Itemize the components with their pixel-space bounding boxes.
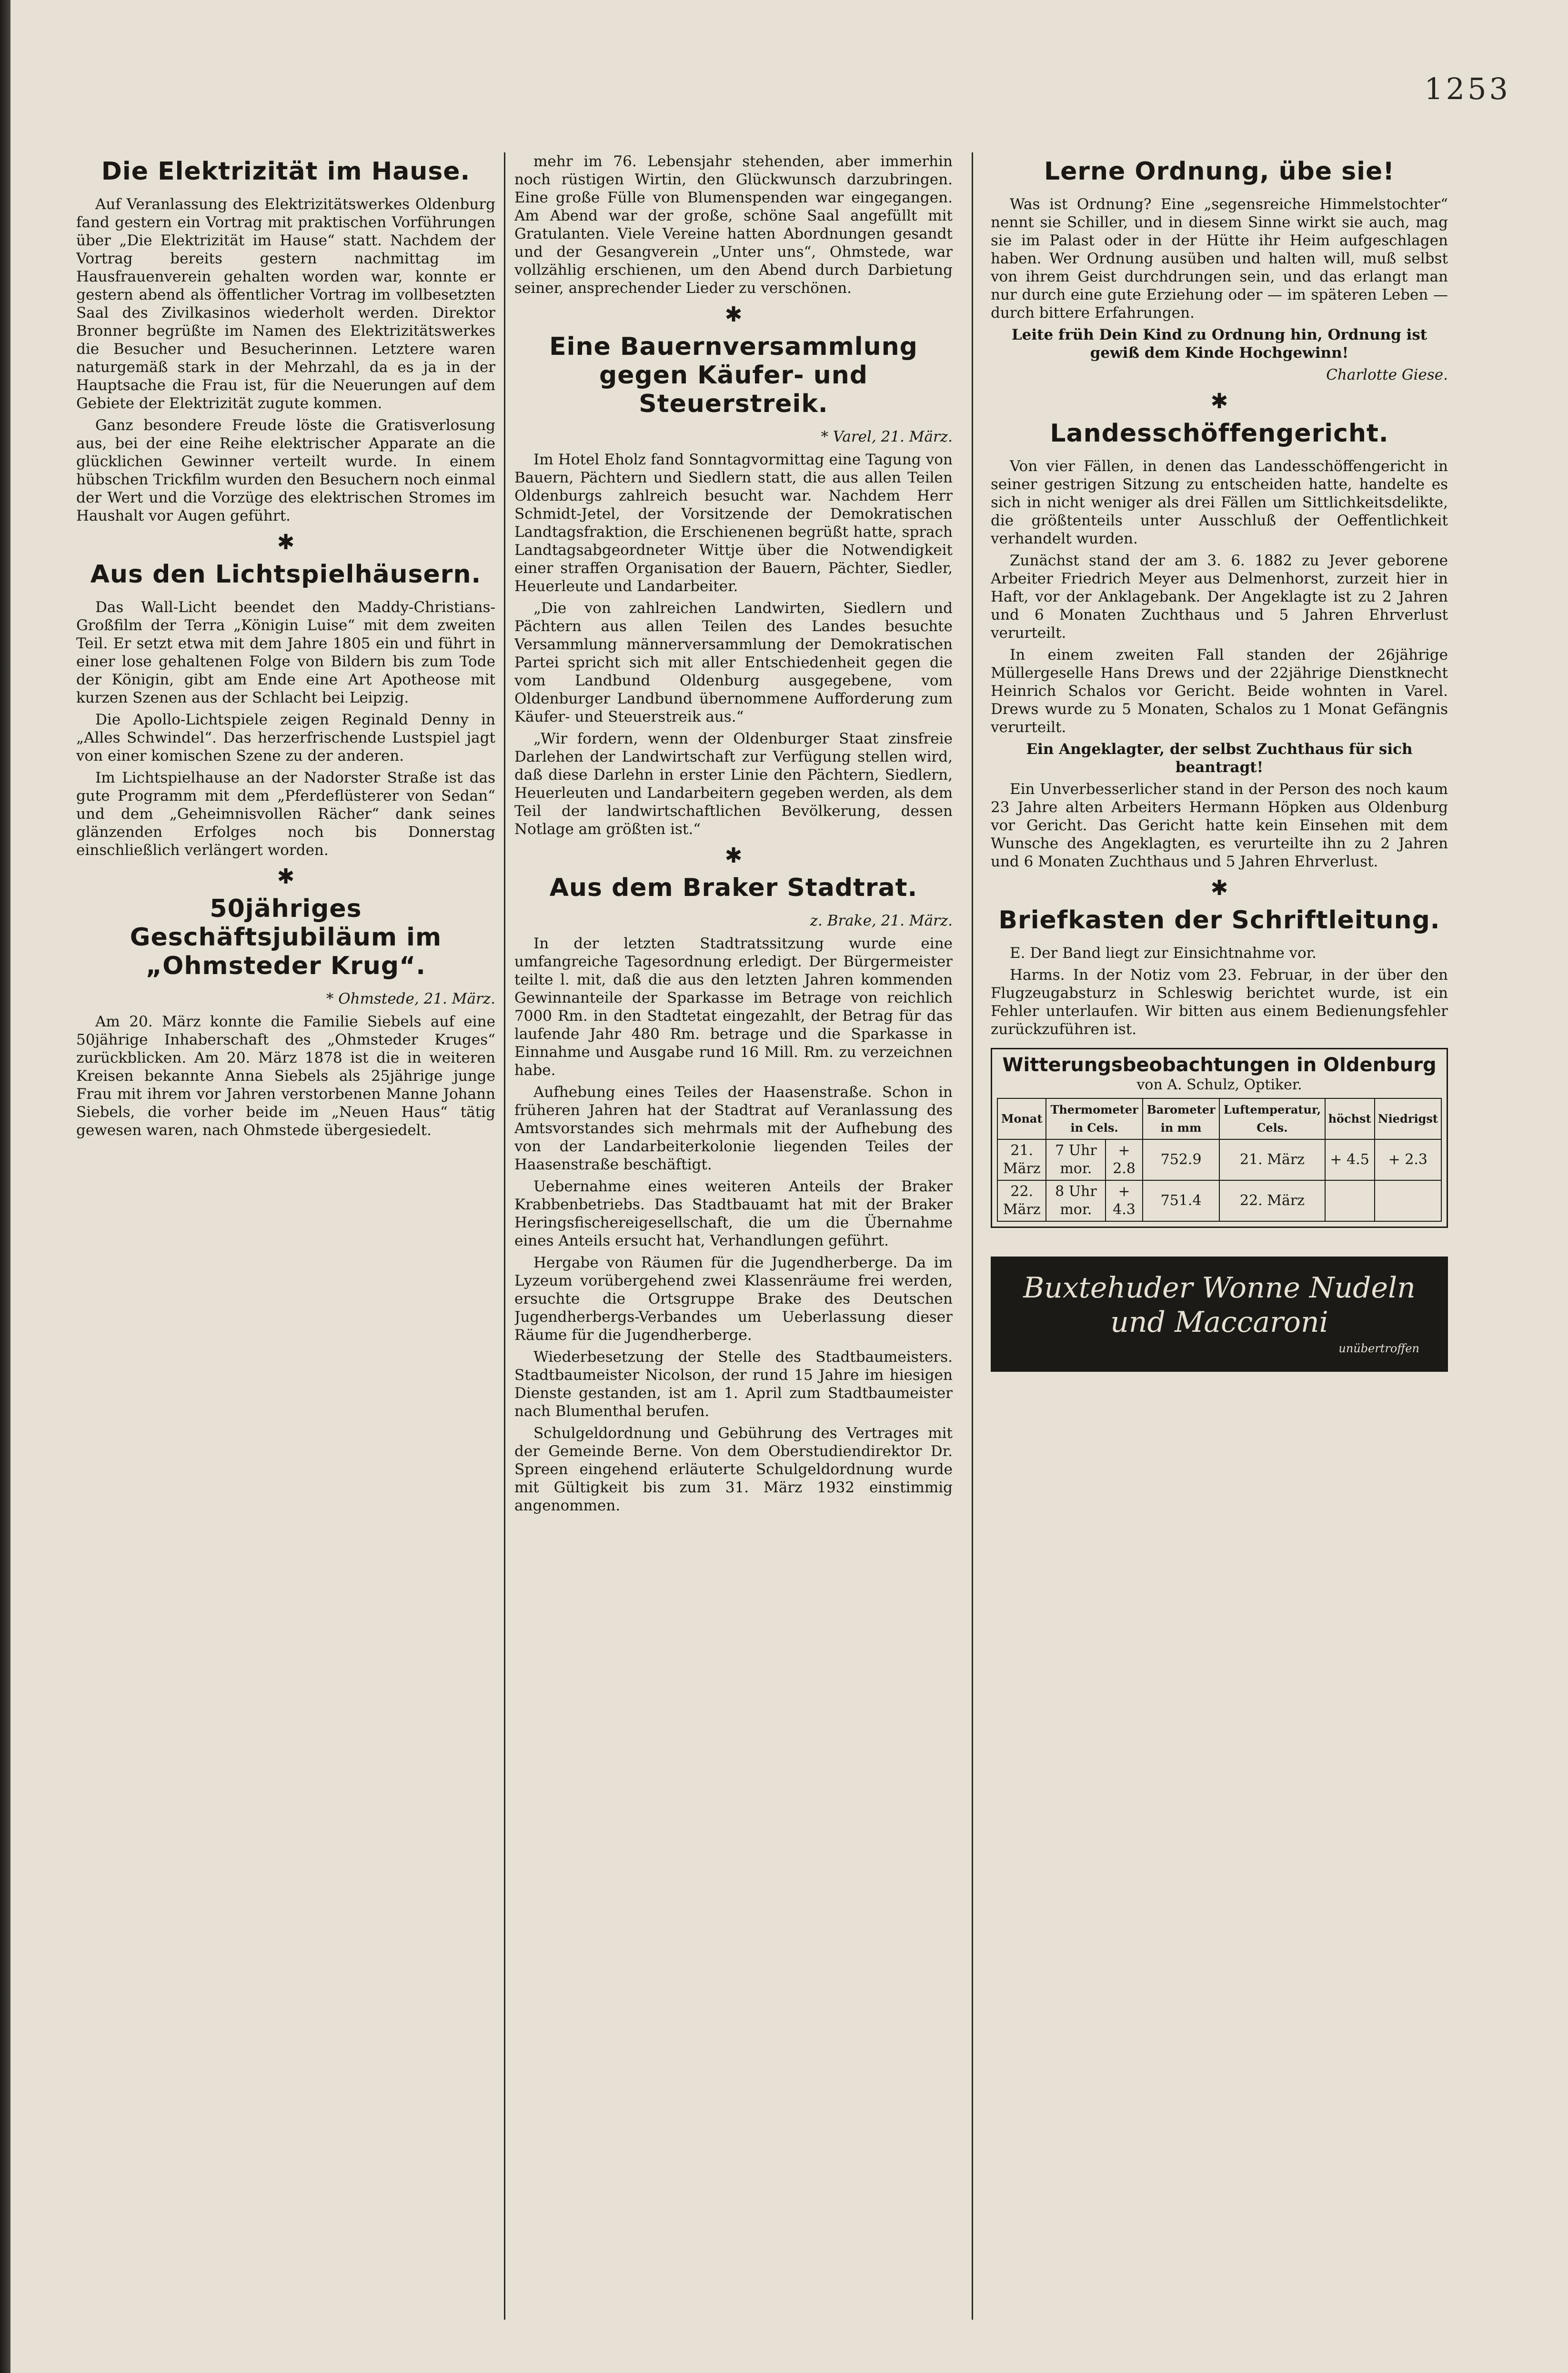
table-header: Monat [997, 1098, 1046, 1139]
article-paragraph: Das Wall-Licht beendet den Maddy-Christians-Großfilm der Terra „Königin Luise“ mit dem zweiten Teil. Er setzt etwa mit dem Jahre 1805 ein und führt in einer lose gehaltenen Folge von Bildern bis zum Tode der Königin, gibt am Ende eine Art Apotheose mit kurzen Szenen aus der Schlacht bei Leipzig. [76, 599, 495, 706]
article-paragraph: „Wir fordern, wenn der Oldenburger Staat zinsfreie Darlehen der Landwirtschaft zur Verfügung stellen wird, daß diese Darlehn in erster Linie den Pächtern, Siedlern, Heuerleuten und Landarbeitern gegeben werden, als dem Teil der landwirtschaftlichen Bevölkerung, dessen Notlage am größten ist.“ [514, 730, 953, 838]
article-paragraph: „Die von zahlreichen Landwirten, Siedlern und Pächtern aus allen Teilen des Landes besuchte Versammlung männerversammlung der Demokratischen Partei spricht sich mit aller Entschiedenheit gegen die vom Landbund Oldenburg ausgegebene, vom Oldenburger Landbund übernommene Aufforderung zum Käufer- und Steuerstreik aus.“ [514, 600, 953, 725]
article-title: 50jähriges Geschäftsjubiläum im „Ohmsteder Krug“. [130, 895, 442, 980]
article-paragraph: Die Apollo-Lichtspiele zeigen Reginald Denny in „Alles Schwindel“. Das herzerfrischende Lustspiel jagt von einer komischen Szene zu der anderen. [76, 711, 495, 764]
column-rule [972, 152, 973, 2320]
column-rule [504, 152, 505, 2320]
scan-edge [0, 0, 10, 2373]
table-header: Thermometer in Cels. [1046, 1098, 1142, 1139]
table-header: Barometer in mm [1143, 1098, 1220, 1139]
table-cell: 8 Uhr mor. [1046, 1180, 1106, 1221]
subheading: Ein Angeklagter, der selbst Zuchthaus für sich beantragt! [1026, 741, 1413, 776]
table-cell: + 2.3 [1375, 1139, 1441, 1180]
article-title: Eine Bauernversammlung gegen Käufer- und Steuerstreik. [549, 332, 918, 418]
article-paragraph: Ein Unverbesserlicher stand in der Person des noch kaum 23 Jahre alten Arbeiters Hermann Höpken aus Oldenburg vor Gericht. Das Gericht hatte kein Einsehen mit dem Wunsche des Angeklagten, es verurteilte ihn zu 2 Jahren und 6 Monaten Zuchthaus und 5 Jahren Ehrverlust. [991, 781, 1448, 870]
article-paragraph: In einem zweiten Fall standen der 26jährige Müllergeselle Hans Drews und der 22jährige Dienstknecht Heinrich Schalos vor Gericht. Beide wohnten in Varel. Drews wurde zu 5 Monaten, Schalos zu 1 Monat Gefängnis verurteilt. [991, 646, 1448, 736]
weather-table-box [991, 1048, 1448, 1228]
table-cell [1325, 1180, 1375, 1221]
table-cell: 22. März [997, 1180, 1046, 1221]
advertisement-box [991, 1257, 1448, 1372]
table-cell [1375, 1180, 1441, 1221]
article-paragraph: Im Lichtspielhause an der Nadorster Straße ist das gute Programm mit dem „Pferdeflüsterer von Sedan“ und dem „Geheimnisvollen Rächer“ dank seines glänzenden Erfolges noch bis Donnerstag einschließlich verlängert worden. [76, 769, 495, 859]
article-paragraph: Uebernahme eines weiteren Anteils der Braker Krabbenbetriebs. Das Stadtbauamt hat mit der Braker Heringsfischereigesellschaft, die um die Übernahme eines Anteils ersucht hat, Verhandlungen geführt. [514, 1178, 953, 1249]
table-header: Luftemperatur, Cels. [1219, 1098, 1325, 1139]
article-paragraph: Von vier Fällen, in denen das Landesschöffengericht in seiner gestrigen Sitzung zu entscheiden hatte, handelte es sich in nicht weniger als drei Fällen um Sittlichkeitsdelikte, die größtenteils unter Ausschluß der Oeffentlichkeit verhandelt wurden. [991, 458, 1448, 547]
dateline: * Varel, 21. März. [821, 428, 953, 445]
article-paragraph: Am 20. März konnte die Familie Siebels auf eine 50jährige Inhaberschaft des „Ohmsteder Kruges“ zurückblicken. Am 20. März 1878 ist die in weiteren Kreisen bekannte Anna Siebels als 25jährige junge Frau mit ihrem vor Jahren verstorbenen Manne Johann Siebels, die vorher beide im „Neuen Haus“ tätig gewesen waren, nach Ohmstede übergesiedelt. [76, 1013, 495, 1139]
table-cell: + 4.3 [1106, 1180, 1142, 1221]
table-row [997, 1180, 1441, 1221]
column-2 [514, 152, 953, 2343]
weather-subtitle: von A. Schulz, Optiker. [1136, 1076, 1302, 1093]
star-separator: ✱ [1210, 876, 1228, 900]
article-paragraph: Im Hotel Eholz fand Sonntagvormittag eine Tagung von Bauern, Pächtern und Siedlern statt, die aus allen Teilen Oldenburgs zahlreich besucht war. Nachdem Herr Schmidt-Jetel, der Vorsitzende der Demokratischen Landtagsfraktion, die Erschienenen begrüßt hatte, sprach Landtagsabgeordneter Wittje über die Notwendigkeit einer straffen Organisation der Bauern, Pächter, Siedler, Heuerleute und Landarbeiter. [514, 451, 953, 595]
star-separator: ✱ [277, 530, 295, 554]
table-cell: 752.9 [1143, 1139, 1220, 1180]
article-paragraph: Leite früh Dein Kind zu Ordnung hin, Ordnung ist gewiß dem Kinde Hochgewinn! [1011, 326, 1427, 362]
article-paragraph: Hergabe von Räumen für die Jugendherberge. Da im Lyzeum vorübergehend zwei Klassenräume frei werden, ersuchte die Ortsgruppe Brake des Deutschen Jugendherbergs-Verbandes um Ueberlassung dieser Räume für die Jugendherberge. [514, 1254, 953, 1344]
table-header: höchst [1325, 1098, 1375, 1139]
article-paragraph: Wiederbesetzung der Stelle des Stadtbaumeisters. Stadtbaumeister Nicolson, der rund 15 Jahre im hiesigen Dienste gestanden, ist am 1. April zum Stadtbaumeister nach Blumenthal berufen. [514, 1348, 953, 1420]
dateline: z. Brake, 21. März. [810, 912, 953, 929]
article-paragraph: E. Der Band liegt zur Einsichtnahme vor. [1010, 945, 1317, 962]
article-paragraph: Auf Veranlassung des Elektrizitätswerkes Oldenburg fand gestern ein Vortrag mit praktischen Vorführungen über „Die Elektrizität im Hause“ statt. Nachdem der Vortrag bereits gestern nachmittag im Hausfrauenverein gehalten worden war, konnte er gestern abend als öffentlicher Vortrag im vollbesetzten Saal des Zivilkasinos wiederholt werden. Direktor Bronner begrüßte im Namen des Elektrizitätswerkes die Besucher und Besucherinnen. Letztere waren naturgemäß stark in der Mehrzahl, da es ja in der Hauptsache die Frau ist, für die Neuerungen auf dem Gebiete der Elektrizität zugute kommen. [76, 196, 495, 412]
table-cell: 7 Uhr mor. [1046, 1139, 1106, 1180]
page-number: 1253 [1424, 71, 1511, 106]
ad-line: Buxtehuder Wonne Nudeln [1023, 1271, 1416, 1305]
weather-table [997, 1098, 1442, 1222]
table-row [997, 1139, 1441, 1180]
article-title: Briefkasten der Schriftleitung. [998, 906, 1440, 935]
article-paragraph: Ganz besondere Freude löste die Gratisverlosung aus, bei der eine Reihe elektrischer Apparate an die glücklichen Gewinner verteilt wurde. In einem hübschen Trickfilm wurden den Besuchern noch einmal der Wert und die Vorzüge des elektrischen Stromes im Haushalt vor Augen geführt. [76, 417, 495, 524]
weather-title: Witterungsbeobachtungen in Oldenburg [1002, 1054, 1437, 1076]
table-cell: + 2.8 [1106, 1139, 1142, 1180]
article-title: Aus den Lichtspielhäusern. [90, 560, 482, 589]
article-title: Landesschöffengericht. [1050, 419, 1389, 448]
article-title: Aus dem Braker Stadtrat. [549, 874, 918, 902]
table-header: Niedrigst [1375, 1098, 1441, 1139]
table-cell: + 4.5 [1325, 1139, 1375, 1180]
article-paragraph: Zunächst stand der am 3. 6. 1882 zu Jever geborene Arbeiter Friedrich Meyer aus Delmenhorst, zurzeit hier in Haft, vor der Anklagebank. Der Angeklagte ist zu 2 Jahren und 6 Monaten Zuchthaus und 5 Jahren Ehrverlust verurteilt. [991, 552, 1448, 642]
dateline: * Ohmstede, 21. März. [326, 990, 495, 1007]
article-paragraph: Aufhebung eines Teiles der Haasenstraße. Schon in früheren Jahren hat der Stadtrat auf Veranlassung des Amtsvorstandes sich mehrmals mit der Aufhebung des von der Landarbeiterkolonie liegenden Teiles der Haasenstraße beschäftigt. [514, 1084, 953, 1173]
table-cell: 21. März [997, 1139, 1046, 1180]
star-separator: ✱ [724, 844, 743, 868]
article-paragraph: In der letzten Stadtratssitzung wurde eine umfangreiche Tagesordnung erledigt. Der Bürgermeister teilte l. mit, daß die aus den letzten Jahren kommenden Gewinnanteile der Sparkasse im Betrage von reichlich 7000 Rm. in den Stadtetat eingezahlt, der Betrag für das laufende Jahr 480 Rm. betrage und die Sparkasse in Einnahme und Ausgabe rund 16 Mill. Rm. zu verzeichnen habe. [514, 935, 953, 1079]
ad-line: und Maccaroni [1110, 1306, 1328, 1339]
ad-tagline: unübertroffen [1338, 1342, 1419, 1355]
article-paragraph: Schulgeldordnung und Gebührung des Vertrages mit der Gemeinde Berne. Von dem Oberstudiendirektor Dr. Spreen eingehend erläuterte Schulgeldordnung wurde mit Gültigkeit bis zum 31. März 1932 einstimmig angenommen. [514, 1425, 953, 1514]
article-paragraph: Was ist Ordnung? Eine „segensreiche Himmelstochter“ nennt sie Schiller, und in diesem Sinne wirkt sie auch, mag sie im Palast oder in der Hütte ihr Heim aufgeschlagen haben. Wer Ordnung ausüben und halten will, muß selbst von ihrem Geist durchdrungen sein, und das erlangt man nur durch eine gute Erziehung oder — im späteren Leben — durch bittere Erfahrungen. [991, 196, 1448, 322]
star-separator: ✱ [724, 302, 743, 327]
table-cell: 751.4 [1143, 1180, 1220, 1221]
table-cell: 22. März [1219, 1180, 1325, 1221]
column-1 [76, 152, 495, 2343]
article-title: Lerne Ordnung, übe sie! [1044, 157, 1395, 186]
article-paragraph: mehr im 76. Lebensjahr stehenden, aber immerhin noch rüstigen Wirtin, den Glückwunsch darzubringen. Eine große Fülle von Blumenspenden war eingegangen. Am Abend war der große, schöne Saal angefüllt mit Gratulanten. Viele Vereine hatten Abordnungen gesandt und der Gesangverein „Unter uns“, Ohmstede, war vollzählig erschienen, um den Abend durch Darbietung seiner, ansprechender Lieder zu verschönen. [514, 153, 953, 297]
article-paragraph: Harms. In der Notiz vom 23. Februar, in der über den Flugzeugabsturz in Schleswig berichtet wurde, ist ein Fehler unterlaufen. Wir bitten aus einem Bedienungsfehler zurückzuführen ist. [991, 966, 1448, 1038]
column-3 [991, 152, 1448, 2343]
star-separator: ✱ [1210, 389, 1228, 413]
star-separator: ✱ [277, 865, 295, 889]
article-title: Die Elektrizität im Hause. [101, 157, 471, 186]
table-cell: 21. März [1219, 1139, 1325, 1180]
signature: Charlotte Giese. [1326, 366, 1448, 383]
